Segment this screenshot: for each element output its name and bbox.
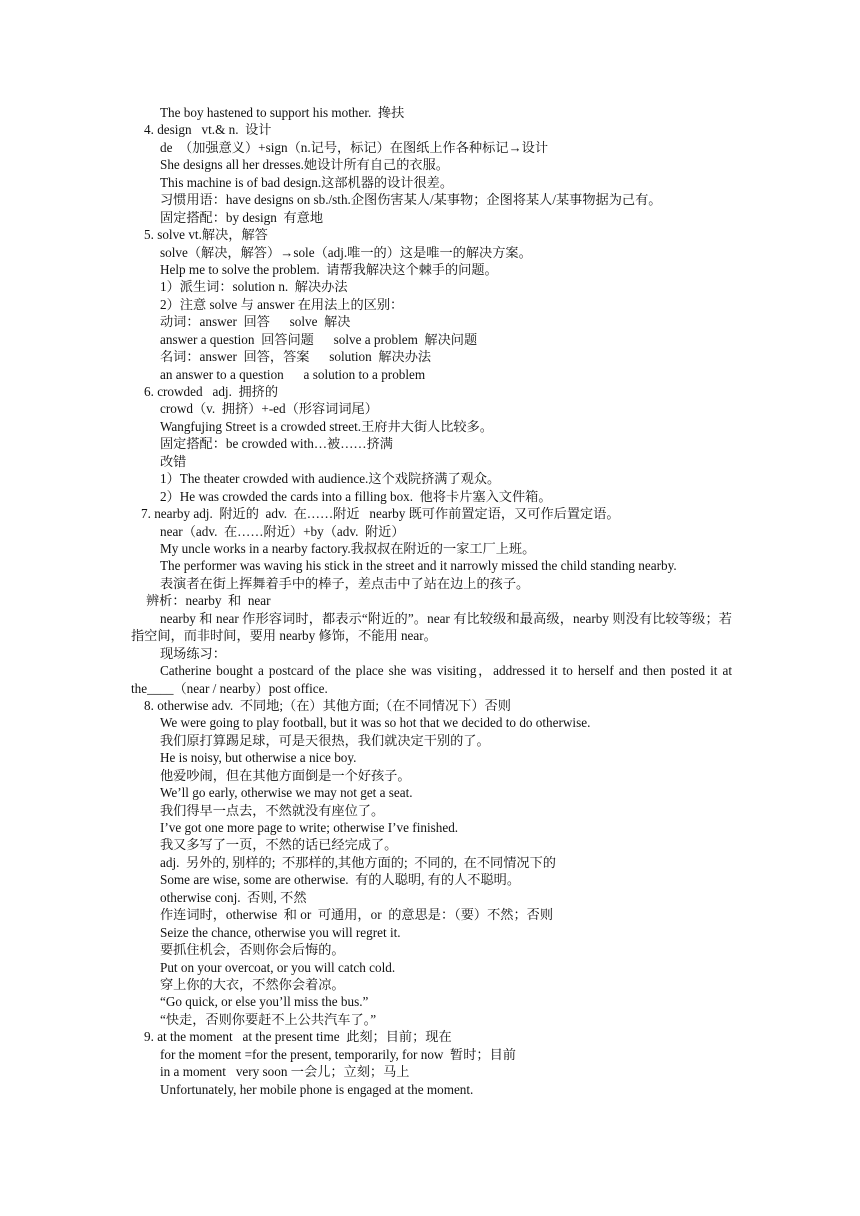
text-line: in a moment very soon 一会儿；立刻；马上 [160, 1064, 410, 1080]
text-line: for the moment =for the present, temporarily, for now 暂时；目前 [160, 1046, 516, 1062]
text-line: “Go quick, or else you’ll miss the bus.” [160, 994, 369, 1010]
text-line: answer a question 回答问题 solve a problem 解决问题 [160, 331, 478, 347]
text-line: 1）The theater crowded with audience.这个戏院挤满了观众。 [160, 471, 501, 487]
text-line: 他爱吵闹，但在其他方面倒是一个好孩子。 [160, 767, 411, 783]
section-heading-nearby: 7. nearby adj. 附近的 adv. 在……附近 nearby 既可作前置定语，又可作后置定语。 [141, 506, 620, 522]
text-line: 我又多写了一页，不然的话已经完成了。 [160, 837, 398, 853]
text-line: otherwise conj. 否则, 不然 [160, 889, 307, 905]
text-line: Unfortunately, her mobile phone is engaged at the moment. [160, 1081, 474, 1097]
text-line: 穿上你的大衣，不然你会着凉。 [160, 976, 345, 992]
text-line: 固定搭配：by design 有意地 [160, 209, 324, 225]
text-line: solve（解决，解答）→sole（adj.唯一的）这是唯一的解决方案。 [160, 244, 532, 260]
text-line: 1）派生词：solution n. 解决办法 [160, 279, 348, 295]
document-body [131, 104, 732, 1098]
text-paragraph: nearby 和 near 作形容词时，都表示“附近的”。near 有比较级和最高级，nearby 则没有比较等级；若指空间，而非时间，要用 nearby 修饰，不能用 near。 [131, 610, 732, 644]
text-line: We’ll go early, otherwise we may not get a seat. [160, 785, 413, 801]
text-line: 名词：answer 回答，答案 solution 解决办法 [160, 349, 432, 365]
text-line: 我们原打算踢足球，可是天很热，我们就决定干别的了。 [160, 732, 490, 748]
text-line: de （加强意义）+sign（n.记号，标记）在图纸上作各种标记→设计 [160, 139, 549, 155]
text-line: Wangfujing Street is a crowded street.王府井大街人比较多。 [160, 418, 493, 434]
text-line: Put on your overcoat, or you will catch cold. [160, 959, 396, 975]
section-heading-at-the-moment: 9. at the moment at the present time 此刻；目前；现在 [144, 1029, 452, 1045]
section-heading-otherwise: 8. otherwise adv. 不同地;（在）其他方面;（在不同情况下）否则 [144, 697, 511, 713]
text-line: 改错 [160, 453, 187, 469]
text-line: near（adv. 在……附近）+by（adv. 附近） [160, 523, 405, 539]
section-heading-solve: 5. solve vt.解决，解答 [144, 227, 268, 243]
text-line: adj. 另外的, 别样的; 不那样的,其他方面的; 不同的, 在不同情况下的 [160, 854, 556, 870]
text-line: an answer to a question a solution to a problem [160, 366, 426, 382]
text-line: This machine is of bad design.这部机器的设计很差。 [160, 174, 454, 190]
text-line: Some are wise, some are otherwise. 有的人聪明, 有的人不聪明。 [160, 872, 521, 888]
text-line: She designs all her dresses.她设计所有自己的衣服。 [160, 157, 449, 173]
text-line: 要抓住机会，否则你会后悔的。 [160, 942, 345, 958]
section-heading-crowded: 6. crowded adj. 拥挤的 [144, 384, 279, 399]
subheading-comparison: 辨析：nearby 和 near [146, 593, 271, 609]
exercise-paragraph: Catherine bought a postcard of the place she was visiting，addressed it to herself and then posted it at the____（near / nearby）post office. [131, 663, 732, 696]
text-line: 作连词时，otherwise 和 or 可通用，or 的意思是：（要）不然；否则 [160, 907, 554, 923]
text-line: 2）注意 solve 与 answer 在用法上的区别： [160, 296, 404, 312]
text-line: 现场练习： [160, 645, 226, 661]
text-paragraph: The performer was waving his stick in the street and it narrowly missed the child standing nearby. [160, 558, 677, 574]
text-line: “快走，否则你要赶不上公共汽车了。” [160, 1011, 377, 1027]
text-line: My uncle works in a nearby factory.我叔叔在附近的一家工厂上班。 [160, 540, 536, 556]
text-line: I’ve got one more page to write; otherwise I’ve finished. [160, 820, 459, 836]
text-line: He is noisy, but otherwise a nice boy. [160, 750, 357, 766]
text-line: crowd（v. 拥挤）+-ed（形容词词尾） [160, 401, 378, 417]
text-line: 习惯用语：have designs on sb./sth.企图伤害某人/某事物；企图将某人/某事物据为己有。 [160, 192, 662, 208]
text-line: The boy hastened to support his mother. 搀扶 [160, 105, 405, 120]
text-line: 固定搭配：be crowded with…被……挤满 [160, 436, 393, 452]
text-line: Seize the chance, otherwise you will regret it. [160, 924, 401, 940]
text-line: 我们得早一点去，不然就没有座位了。 [160, 802, 385, 818]
text-line: 动词：answer 回答 solve 解决 [160, 314, 351, 330]
text-line: Help me to solve the problem. 请帮我解决这个棘手的问题。 [160, 261, 498, 277]
text-line: We were going to play football, but it was so hot that we decided to do otherwise. [160, 715, 591, 731]
section-heading-design: 4. design vt.& n. 设计 [144, 122, 272, 138]
text-line: 表演者在街上挥舞着手中的棒子，差点击中了站在边上的孩子。 [160, 575, 530, 591]
text-line: 2）He was crowded the cards into a filling box. 他将卡片塞入文件箱。 [160, 488, 552, 504]
